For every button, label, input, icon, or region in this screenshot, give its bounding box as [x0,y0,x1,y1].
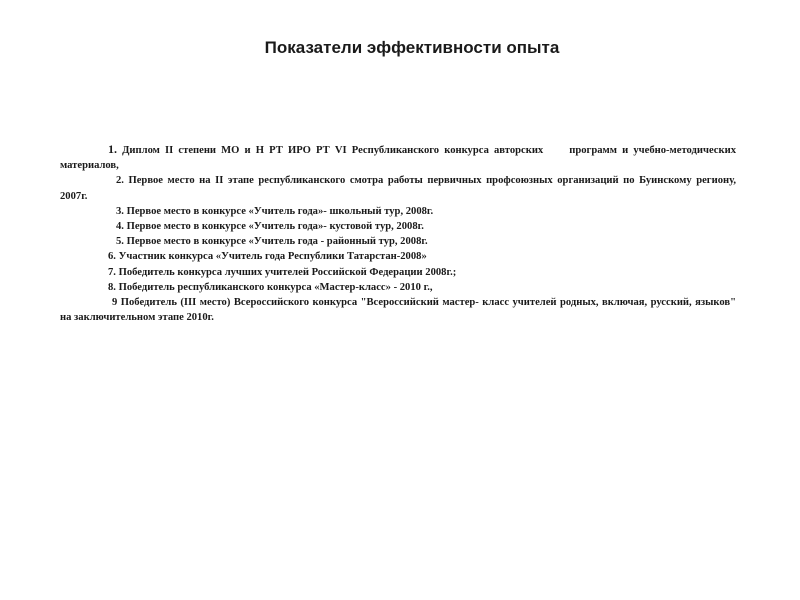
list-item: 9 Победитель (III место) Всероссийского конкурса "Всероссийский мастер- класс учителей родных, включая, русский, языков" на заключительном этапе 2010г. [60,297,736,324]
list-item: 2. Первое место на II этапе республиканского смотра работы первичных профсоюзных организаций по Буинскому региону, 2007г. [60,175,736,202]
achievements-list [60,142,736,325]
list-item: 6. Участник конкурса «Учитель года Республики Татарстан-2008» [108,251,427,263]
list-item: 4. Первое место в конкурсе «Учитель года»- кустовой тур, 2008г. [116,221,424,233]
list-item: 7. Победитель конкурса лучших учителей Российской Федерации 2008г.; [108,266,457,278]
list-item: 5. Первое место в конкурсе «Учитель года - районный тур, 2008г. [116,236,428,248]
list-item: 3. Первое место в конкурсе «Учитель года»- школьный тур, 2008г. [116,205,434,217]
page-title: Показатели эффективности опыта [264,38,560,57]
item-number: 1. [108,142,117,156]
list-item: 1. Диплом II степени МО и Н РТ ИРО РТ VI Республиканского конкурса авторских программ и учебно-методических материалов, [60,142,736,172]
list-item: 8. Победитель республиканского конкурса «Мастер-класс» - 2010 г., [108,281,433,293]
